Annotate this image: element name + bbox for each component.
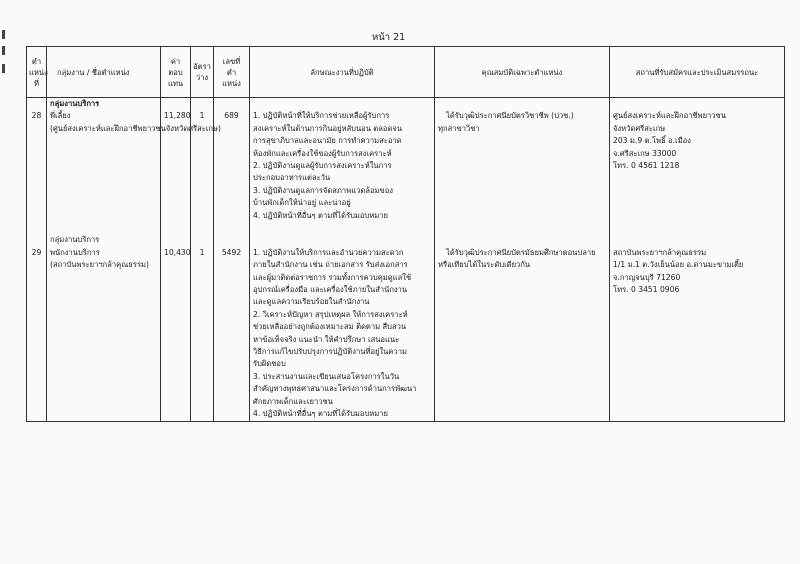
row-number: 29	[27, 234, 47, 421]
wage-cell: 11,280	[161, 98, 191, 235]
qualifications-cell: ได้รับวุฒิประกาศนียบัตรวิชาชีพ (ปวช.) ทุกสาขาวิชา	[435, 98, 610, 235]
scan-edge-mark	[2, 46, 5, 55]
wage-cell: 10,430	[161, 234, 191, 421]
header-duties: ลักษณะงานที่ปฏิบัติ	[250, 47, 435, 98]
vacancy-count-cell: 1	[191, 98, 214, 235]
header-location: สถานที่รับสมัครและประเมินสมรรถนะ	[610, 47, 785, 98]
page-number: หน้า 21	[372, 32, 406, 43]
header-wage: ค่า ตอบ แทน	[161, 47, 191, 98]
group-title-cell: กลุ่มงานบริการ พี่เลี้ยง (ศูนย์สงเคราะห์และฝึกอาชีพยาวชนจังหวัดศรีสะเกษ)	[47, 98, 161, 235]
row-number: 28	[27, 98, 47, 235]
table-header-row	[27, 47, 785, 98]
location-cell: ศูนย์สงเคราะห์และฝึกอาชีพยาวชน จังหวัดศรีสะเกษ 203 ม.9 ต.โพธิ์ อ.เมือง จ.ศรีสะเกษ 33000 โทร. 0 4561 1218	[610, 98, 785, 235]
table-row	[27, 98, 785, 235]
header-position-number: ตำ แหน่ง ที่	[27, 47, 47, 98]
job-vacancy-table	[26, 46, 785, 422]
header-position-id: เลขที่ ตำ แหน่ง	[214, 47, 250, 98]
group-title-cell: กลุ่มงานบริการ พนักงานบริการ (สถาบันพระยาฯกล้าคุณธรรม)	[47, 234, 161, 421]
table-row	[27, 234, 785, 421]
location-cell: สถาบันพระยาฯกล้าคุณธรรม 1/1 ม.1 ต.วังเย็นน้อย อ.ด่านมะขามเตี้ย จ.กาญจนบุรี 71260 โทร. 0 3451 0906	[610, 234, 785, 421]
scan-edge-mark	[2, 30, 5, 39]
duties-cell: 1. ปฏิบัติหน้าที่ให้บริการช่วยเหลือผู้รับการ สงเคราะห์ในด้านการกินอยู่หลับนอน ตลอดจน การสุขาภิบาลและอนามัย การทำความสะอาด ห้องพักและเครื่องใช้ของผู้รับการสงเคราะห์ 2. ปฏิบัติงานดูแลผู้รับการสงเคราะห์ในการ ประกอบอาหารแต่ละวัน 3. ปฏิบัติงานดูแลการจัดสภาพแวดล้อมของ บ้านพักเด็กให้น่าอยู่ และน่าอยู่ 4. ปฏิบัติหน้าที่อื่นๆ ตามที่ได้รับมอบหมาย	[250, 98, 435, 235]
header-qualifications: คุณสมบัติเฉพาะตำแหน่ง	[435, 47, 610, 98]
header-group-title: กลุ่มงาน / ชื่อตำแหน่ง	[47, 47, 161, 98]
scan-edge-mark	[2, 64, 5, 73]
position-id-cell: 689	[214, 98, 250, 235]
vacancy-count-cell: 1	[191, 234, 214, 421]
qualifications-cell: ได้รับวุฒิประกาศนียบัตรมัธยมศึกษาตอนปลาย หรือเทียบได้ในระดับเดียวกัน	[435, 234, 610, 421]
duties-cell: 1. ปฏิบัติงานให้บริการและอำนวยความสะดวก ภายในสำนักงาน เช่น ถ่ายเอกสาร รับส่งเอกสาร และผู้มาติดต่อราชการ รวมทั้งการควบคุมดูแลใช้ อุปกรณ์เครื่องมือ และเครื่องใช้ภายในสำนักงาน และดูแลความเรียบร้อยในสำนักงาน 2. วิเคราะห์ปัญหา สรุปเหตุผล ให้การสงเคราะห์ ช่วยเหลืออย่างถูกต้องเหมาะสม ติดตาม สืบสวน หาข้อเท็จจริง แนะนำ ให้คำปรึกษา เสนอแนะ วิธีการแก้ไขปรับปรุงการปฏิบัติงานที่อยู่ในความ รับผิดชอบ 3. ประสานงานและเขียนเสนอโครงการในวัน สำคัญทางพุทธศาสนาและโครงการด้านการพัฒนา ศักยภาพเด็กและเยาวชน 4. ปฏิบัติหน้าที่อื่นๆ ตามที่ได้รับมอบหมาย	[250, 234, 435, 421]
header-vacancy-count: อัตรา ว่าง	[191, 47, 214, 98]
position-id-cell: 5492	[214, 234, 250, 421]
